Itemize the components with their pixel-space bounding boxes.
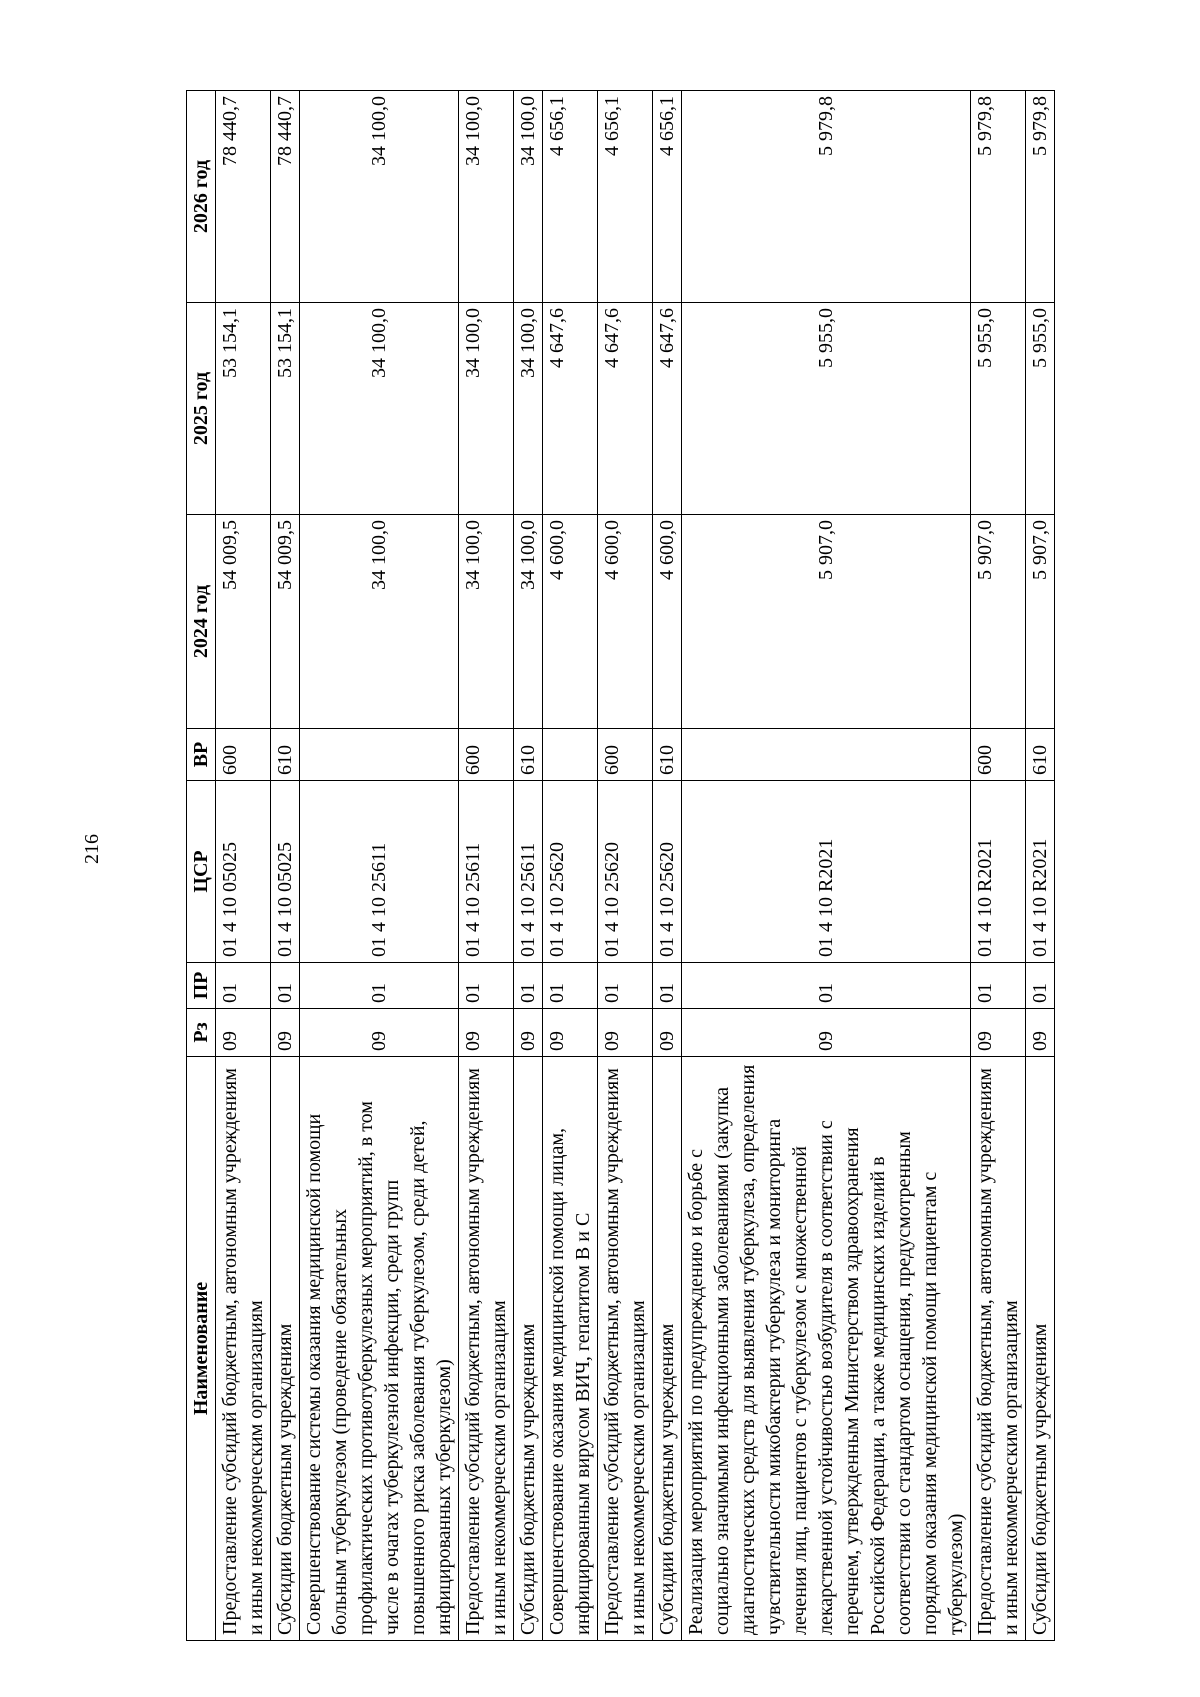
header-rz: Рз xyxy=(187,1009,216,1057)
budget-table xyxy=(186,90,1055,1641)
cell-2026: 5 979,8 xyxy=(682,91,971,303)
cell-2026: 78 440,7 xyxy=(271,91,300,303)
cell-2024: 4 600,0 xyxy=(543,515,598,729)
cell-csr: 01 4 10 25611 xyxy=(459,781,514,963)
cell-2025: 53 154,1 xyxy=(271,303,300,515)
cell-rz: 09 xyxy=(682,1009,971,1057)
header-2025: 2025 год xyxy=(187,303,216,515)
cell-2024: 34 100,0 xyxy=(514,515,543,729)
cell-vr: 600 xyxy=(971,729,1026,781)
cell-rz: 09 xyxy=(216,1009,271,1057)
cell-2025: 34 100,0 xyxy=(459,303,514,515)
cell-csr: 01 4 10 25620 xyxy=(598,781,653,963)
cell-2026: 4 656,1 xyxy=(653,91,682,303)
cell-2026: 34 100,0 xyxy=(459,91,514,303)
cell-vr: 600 xyxy=(216,729,271,781)
cell-2025: 53 154,1 xyxy=(216,303,271,515)
cell-pr: 01 xyxy=(653,963,682,1009)
cell-2024: 34 100,0 xyxy=(300,515,459,729)
budget-table-container xyxy=(186,91,1051,1641)
cell-pr: 01 xyxy=(1026,963,1055,1009)
cell-2024: 54 009,5 xyxy=(216,515,271,729)
cell-name: Реализация мероприятий по предупреждению и борьбе с социально значимыми инфекционными заболеваниями (закупка диагностических средств для выявления туберкулеза, определения чувствительности микобактерии туберкулеза и мониторинга лечения лиц, пациентов с туберкулезом с множественной лекарственной устойчивостью возбудителя в соответствии с перечнем, утвержденным Министерством здравоохранения Российской Федерации, а также медицинских изделий в соответствии со стандартом оснащения, предусмотренным порядком оказания медицинской помощи пациентам с туберкулезом) xyxy=(682,1057,971,1641)
table-row xyxy=(459,91,514,1641)
cell-rz: 09 xyxy=(300,1009,459,1057)
cell-2024: 5 907,0 xyxy=(1026,515,1055,729)
cell-2024: 4 600,0 xyxy=(598,515,653,729)
cell-pr: 01 xyxy=(682,963,971,1009)
cell-2025: 4 647,6 xyxy=(653,303,682,515)
cell-csr: 01 4 10 25611 xyxy=(300,781,459,963)
table-row xyxy=(598,91,653,1641)
cell-2025: 34 100,0 xyxy=(514,303,543,515)
cell-name: Субсидии бюджетным учреждениям xyxy=(514,1057,543,1641)
table-row xyxy=(1026,91,1055,1641)
cell-rz: 09 xyxy=(653,1009,682,1057)
table-row xyxy=(300,91,459,1641)
header-csr: ЦСР xyxy=(187,781,216,963)
table-row xyxy=(971,91,1026,1641)
cell-csr: 01 4 10 25620 xyxy=(543,781,598,963)
table-row xyxy=(271,91,300,1641)
cell-2025: 5 955,0 xyxy=(1026,303,1055,515)
cell-2025: 4 647,6 xyxy=(543,303,598,515)
cell-name: Субсидии бюджетным учреждениям xyxy=(653,1057,682,1641)
cell-pr: 01 xyxy=(514,963,543,1009)
cell-rz: 09 xyxy=(271,1009,300,1057)
cell-csr: 01 4 10 R2021 xyxy=(682,781,971,963)
cell-2026: 34 100,0 xyxy=(514,91,543,303)
table-row xyxy=(514,91,543,1641)
cell-2024: 4 600,0 xyxy=(653,515,682,729)
cell-pr: 01 xyxy=(300,963,459,1009)
header-vr: ВР xyxy=(187,729,216,781)
header-2024: 2024 год xyxy=(187,515,216,729)
cell-name: Предоставление субсидий бюджетным, автономным учреждениям и иным некоммерческим организациям xyxy=(216,1057,271,1641)
cell-2024: 34 100,0 xyxy=(459,515,514,729)
cell-pr: 01 xyxy=(971,963,1026,1009)
cell-rz: 09 xyxy=(543,1009,598,1057)
table-row xyxy=(543,91,598,1641)
cell-csr: 01 4 10 05025 xyxy=(271,781,300,963)
header-2026: 2026 год xyxy=(187,91,216,303)
cell-pr: 01 xyxy=(271,963,300,1009)
cell-vr: 610 xyxy=(271,729,300,781)
cell-2026: 4 656,1 xyxy=(598,91,653,303)
table-header-row xyxy=(187,91,216,1641)
cell-vr: 610 xyxy=(653,729,682,781)
cell-pr: 01 xyxy=(598,963,653,1009)
cell-vr xyxy=(682,729,971,781)
cell-csr: 01 4 10 25611 xyxy=(514,781,543,963)
cell-csr: 01 4 10 25620 xyxy=(653,781,682,963)
cell-name: Субсидии бюджетным учреждениям xyxy=(1026,1057,1055,1641)
header-name: Наименование xyxy=(187,1057,216,1641)
cell-2025: 34 100,0 xyxy=(300,303,459,515)
cell-2026: 78 440,7 xyxy=(216,91,271,303)
cell-pr: 01 xyxy=(216,963,271,1009)
cell-vr xyxy=(543,729,598,781)
cell-2025: 4 647,6 xyxy=(598,303,653,515)
cell-2026: 4 656,1 xyxy=(543,91,598,303)
table-row xyxy=(216,91,271,1641)
cell-vr xyxy=(300,729,459,781)
cell-pr: 01 xyxy=(459,963,514,1009)
cell-name: Субсидии бюджетным учреждениям xyxy=(271,1057,300,1641)
page-number: 216 xyxy=(81,834,103,864)
cell-2025: 5 955,0 xyxy=(682,303,971,515)
cell-rz: 09 xyxy=(1026,1009,1055,1057)
cell-name: Предоставление субсидий бюджетным, автономным учреждениям и иным некоммерческим организациям xyxy=(459,1057,514,1641)
cell-name: Предоставление субсидий бюджетным, автономным учреждениям и иным некоммерческим организациям xyxy=(598,1057,653,1641)
cell-name: Предоставление субсидий бюджетным, автономным учреждениям и иным некоммерческим организациям xyxy=(971,1057,1026,1641)
header-pr: ПР xyxy=(187,963,216,1009)
table-row xyxy=(653,91,682,1641)
cell-vr: 610 xyxy=(1026,729,1055,781)
cell-rz: 09 xyxy=(971,1009,1026,1057)
cell-2026: 5 979,8 xyxy=(971,91,1026,303)
cell-pr: 01 xyxy=(543,963,598,1009)
cell-2025: 5 955,0 xyxy=(971,303,1026,515)
cell-2024: 54 009,5 xyxy=(271,515,300,729)
table-row xyxy=(682,91,971,1641)
cell-2024: 5 907,0 xyxy=(971,515,1026,729)
cell-rz: 09 xyxy=(514,1009,543,1057)
cell-vr: 600 xyxy=(459,729,514,781)
cell-vr: 600 xyxy=(598,729,653,781)
cell-2026: 34 100,0 xyxy=(300,91,459,303)
cell-csr: 01 4 10 05025 xyxy=(216,781,271,963)
cell-2026: 5 979,8 xyxy=(1026,91,1055,303)
cell-name: Совершенствование оказания медицинской помощи лицам, инфицированным вирусом ВИЧ, гепатитом В и С xyxy=(543,1057,598,1641)
cell-rz: 09 xyxy=(459,1009,514,1057)
cell-vr: 610 xyxy=(514,729,543,781)
cell-csr: 01 4 10 R2021 xyxy=(971,781,1026,963)
cell-2024: 5 907,0 xyxy=(682,515,971,729)
cell-csr: 01 4 10 R2021 xyxy=(1026,781,1055,963)
cell-rz: 09 xyxy=(598,1009,653,1057)
cell-name: Совершенствование системы оказания медицинской помощи больным туберкулезом (проведение обязательных профилактических противотуберкулезных мероприятий, в том числе в очагах туберкулезной инфекции, среди групп повышенного риска заболевания туберкулезом, среди детей, инфицированных туберкулезом) xyxy=(300,1057,459,1641)
